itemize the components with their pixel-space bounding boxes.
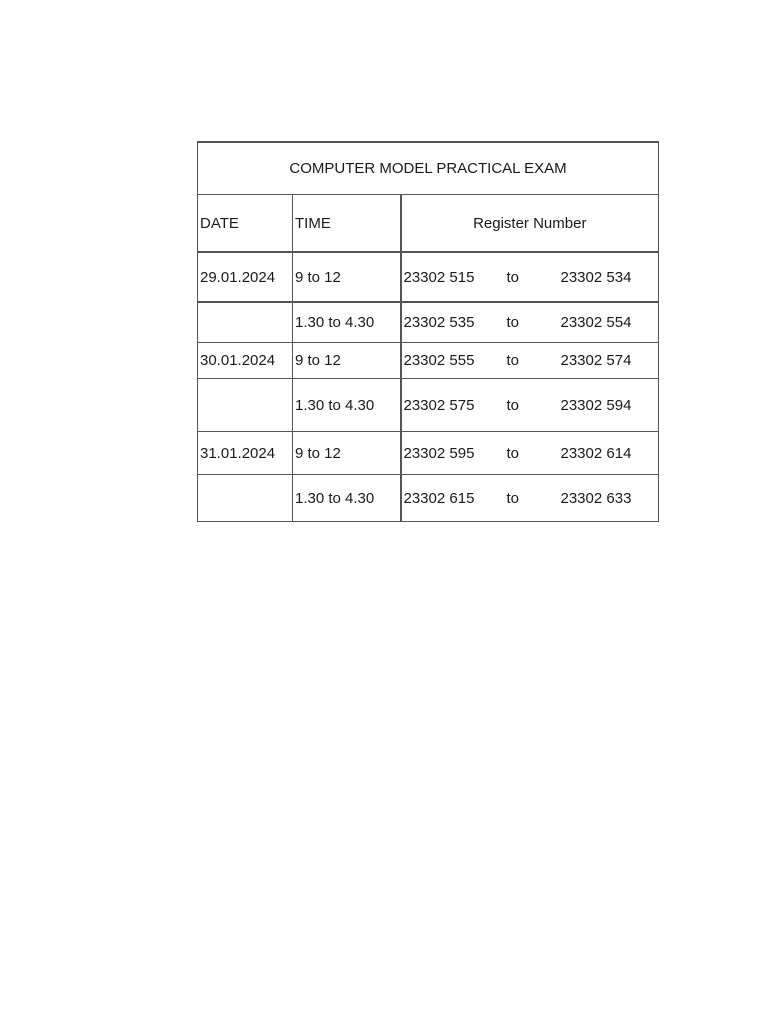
register-to: 23302 633 <box>560 489 632 507</box>
time-cell: 1.30 to 4.30 <box>293 302 401 343</box>
time-cell: 1.30 to 4.30 <box>293 379 401 432</box>
time-cell: 9 to 12 <box>293 432 401 475</box>
table-row <box>198 379 659 432</box>
time-cell: 9 to 12 <box>293 252 401 302</box>
time-cell: 9 to 12 <box>293 343 401 379</box>
date-cell: 31.01.2024 <box>198 432 293 475</box>
exam-schedule-table <box>197 141 659 522</box>
register-from: 23302 615 <box>403 489 475 507</box>
register-range-cell <box>401 252 659 302</box>
table-title: COMPUTER MODEL PRACTICAL EXAM <box>198 142 659 195</box>
column-header-register-number: Register Number <box>401 195 659 253</box>
register-to: 23302 574 <box>560 352 632 369</box>
register-to: 23302 554 <box>560 314 632 331</box>
register-to: 23302 534 <box>560 268 632 286</box>
register-separator: to <box>506 352 520 369</box>
register-separator: to <box>506 444 520 462</box>
column-header-time: TIME <box>293 195 401 253</box>
date-cell: 29.01.2024 <box>198 252 293 302</box>
title-row <box>198 142 659 195</box>
register-to: 23302 594 <box>560 396 632 414</box>
table-row <box>198 343 659 379</box>
register-to: 23302 614 <box>560 444 632 462</box>
register-separator: to <box>506 268 520 286</box>
column-header-date: DATE <box>198 195 293 253</box>
register-separator: to <box>506 489 520 507</box>
table-row <box>198 432 659 475</box>
date-cell <box>198 475 293 522</box>
register-range-cell <box>401 475 659 522</box>
register-from: 23302 595 <box>403 444 475 462</box>
register-from: 23302 515 <box>403 268 475 286</box>
register-range-cell <box>401 343 659 379</box>
register-from: 23302 575 <box>403 396 475 414</box>
date-cell <box>198 379 293 432</box>
register-from: 23302 535 <box>403 314 475 331</box>
register-separator: to <box>506 314 520 331</box>
register-range-cell <box>401 379 659 432</box>
table-row <box>198 475 659 522</box>
table-row <box>198 302 659 343</box>
header-row <box>198 195 659 253</box>
register-separator: to <box>506 396 520 414</box>
time-cell: 1.30 to 4.30 <box>293 475 401 522</box>
register-range-cell <box>401 432 659 475</box>
date-cell: 30.01.2024 <box>198 343 293 379</box>
register-from: 23302 555 <box>403 352 475 369</box>
date-cell <box>198 302 293 343</box>
table-row <box>198 252 659 302</box>
register-range-cell <box>401 302 659 343</box>
